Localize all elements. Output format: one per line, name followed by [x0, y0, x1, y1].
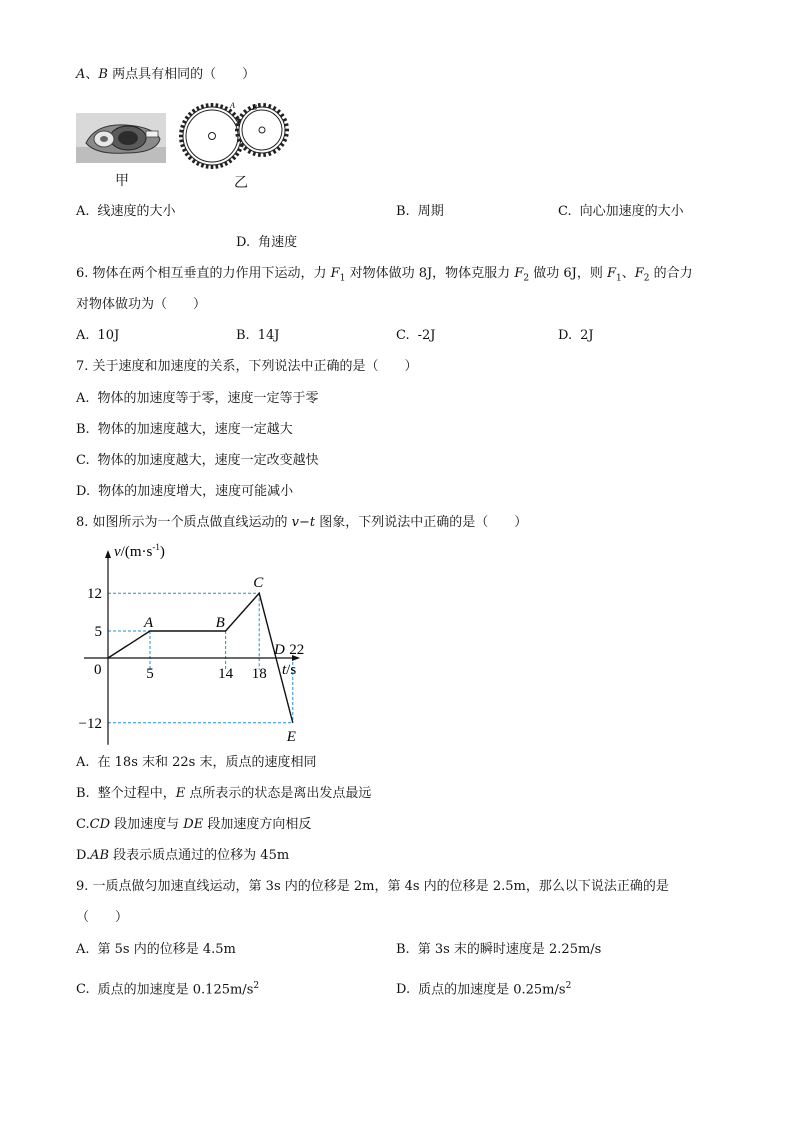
small-gear-icon: [235, 103, 289, 157]
gear-tooth: [220, 163, 224, 168]
option-italic: E: [175, 786, 186, 801]
gear-tooth: [206, 103, 209, 107]
q7-option-d[interactable]: [76, 483, 293, 501]
gear-tooth: [215, 164, 218, 168]
q5-sep: 、: [85, 67, 99, 82]
gear-tooth: [206, 164, 209, 168]
gear-tooth: [252, 151, 256, 156]
gear-tooth: [258, 103, 261, 107]
q6-sep: 、: [621, 266, 635, 281]
option-text: 周期: [417, 204, 444, 219]
q6-f1: F: [330, 266, 340, 281]
option-text: 段加速度与: [110, 817, 184, 832]
q8-option-d[interactable]: [76, 847, 289, 865]
gear-tooth: [179, 130, 183, 133]
q7-option-b[interactable]: [76, 421, 293, 439]
q9-stem-line2: （ ）: [76, 910, 129, 925]
option-label: A.: [76, 328, 90, 343]
y-axis-label: $v/(m\cdot s^{-1})$: [114, 542, 165, 560]
option-text: -2J: [417, 328, 436, 343]
origin-label: 0: [94, 662, 102, 678]
gear-tooth: [215, 103, 218, 107]
option-sup: 2: [565, 981, 572, 991]
q8-stem-b: 图象，下列说法中正确的是（ ）: [315, 515, 528, 530]
gear-tooth: [201, 104, 205, 109]
option-text: 2J: [580, 328, 594, 343]
point-label-a: A: [144, 615, 154, 631]
gear-tooth: [180, 125, 185, 129]
point-label-e: E: [286, 728, 296, 745]
q6-option-b[interactable]: [236, 327, 279, 345]
option-label: B.: [236, 328, 250, 343]
option-sup: 2: [253, 981, 260, 991]
big-gear-icon: [179, 103, 245, 169]
q8-option-c[interactable]: [76, 816, 311, 834]
option-italic: AB: [90, 848, 110, 863]
q8-stem-a: 8. 如图所示为一个质点做直线运动的: [76, 515, 292, 530]
q8-stem: [76, 514, 527, 532]
q6-f1b: F: [606, 266, 617, 281]
q9-stem-line1: 9. 一质点做匀加速直线运动，第 3s 内的位移是 2m，第 4s 内的位移是 2.5m，那么以下说法正确的是: [76, 879, 669, 894]
option-text: 整个过程中，: [97, 786, 176, 801]
option-label: B.: [396, 204, 410, 219]
option-text: 物体的加速度增大，速度可能减小: [98, 484, 294, 499]
option-text: 角速度: [258, 235, 298, 250]
tape-dispenser-image: [76, 113, 166, 163]
gear-tooth: [220, 104, 224, 109]
gear-tooth: [179, 139, 183, 142]
option-label: A.: [76, 204, 90, 219]
q6-f1b-sub: 1: [616, 273, 622, 284]
option-text: 点所表示的状态是离出发点最远: [185, 786, 372, 801]
option-text: 物体的加速度越大，速度一定改变越快: [97, 453, 319, 468]
option-label: D.: [76, 848, 91, 863]
q9-option-d[interactable]: [396, 977, 571, 999]
option-text: 第 5s 内的位移是 4.5m: [97, 942, 236, 957]
gear-tooth: [201, 163, 205, 168]
option-label: C.: [76, 982, 90, 998]
option-label: D.: [236, 235, 251, 250]
option-label: C.: [558, 204, 572, 219]
x-axis-label: t/s: [282, 662, 297, 678]
option-label: A.: [76, 755, 90, 770]
x-tick-label: 14: [218, 666, 234, 682]
vt-labels: [79, 542, 305, 745]
q6-f1-sub: 1: [339, 273, 346, 284]
gear-tooth: [211, 165, 214, 169]
option-italic: CD: [89, 817, 110, 832]
q5-stem-rest: 两点具有相同的（ ）: [107, 67, 256, 82]
option-text: 10J: [97, 328, 120, 343]
option-text: 向心加速度的大小: [579, 204, 684, 219]
q6-text-d: 的合力: [649, 266, 693, 281]
option-text: 质点的加速度是: [418, 982, 514, 998]
option-label: C.: [76, 817, 90, 832]
q6-f2b-sub: 2: [643, 273, 650, 284]
gears-diagram: [178, 100, 290, 170]
q6-stem-line1: [76, 265, 693, 288]
option-label: D.: [558, 328, 573, 343]
q5-point-b: B: [98, 67, 108, 82]
option-label: B.: [396, 942, 410, 957]
option-italic: DE: [183, 817, 204, 832]
y-tick-label: 12: [87, 586, 102, 603]
q8-stem-vt: v−t: [291, 515, 316, 530]
x-tick-label: 18: [251, 666, 267, 682]
gear-tooth: [263, 153, 266, 157]
gear-label-b: B: [252, 103, 257, 112]
q5-option-d[interactable]: [236, 234, 297, 252]
q7-option-a[interactable]: [76, 390, 319, 408]
q9-option-a[interactable]: [76, 941, 236, 959]
gear-label-a: A: [230, 101, 235, 110]
q6-option-c[interactable]: [396, 327, 436, 345]
x-tick-label: 5: [146, 666, 154, 682]
gear-tooth: [179, 135, 183, 138]
gear-tooth: [284, 134, 288, 137]
gear-tooth: [268, 104, 272, 109]
gear-tooth: [235, 129, 239, 132]
option-text: 物体的加速度越大，速度一定越大: [97, 422, 293, 437]
point-label-c: C: [253, 575, 264, 592]
q5-option-b[interactable]: [396, 203, 444, 221]
option-label: A.: [76, 391, 90, 406]
q7-stem: 7. 关于速度和加速度的关系，下列说法中正确的是（ ）: [76, 359, 418, 374]
caption-yi: 乙: [234, 175, 248, 191]
q6-text-b: 对物体做功 8J，物体克服力: [345, 266, 515, 281]
vt-axes: [84, 550, 300, 745]
q9-option-b[interactable]: [396, 941, 601, 959]
q9-option-c[interactable]: [76, 977, 259, 999]
q8-option-a[interactable]: [76, 754, 317, 772]
q5-point-a: A: [76, 67, 86, 82]
gear-tooth: [180, 144, 185, 148]
option-text: 段表示质点通过的位移为 45m: [109, 848, 290, 863]
q8-option-b[interactable]: [76, 785, 371, 803]
gear-tooth: [211, 103, 214, 107]
point-label-b: B: [215, 615, 225, 631]
gear-tooth: [268, 151, 272, 156]
q6-f2b: F: [634, 266, 644, 281]
point-label-d: D: [274, 642, 285, 658]
option-value: 0.25m/s: [513, 982, 566, 998]
option-label: B.: [76, 786, 90, 801]
option-label: A.: [76, 942, 90, 957]
q6-f2: F: [514, 266, 524, 281]
option-text: 第 3s 末的瞬时速度是 2.25m/s: [417, 942, 602, 957]
gear-tooth: [263, 103, 266, 107]
option-text: 物体的加速度等于零，速度一定等于零: [97, 391, 319, 406]
option-text: 段加速度方向相反: [203, 817, 312, 832]
option-label: C.: [396, 328, 410, 343]
option-text: 14J: [257, 328, 280, 343]
q6-option-a[interactable]: [76, 327, 119, 345]
y-axis-arrow: [105, 550, 111, 558]
option-label: D.: [76, 484, 91, 499]
gear-tooth: [284, 123, 288, 126]
option-label: D.: [396, 982, 411, 998]
q5-stem: [76, 66, 255, 84]
y-tick-label: 5: [94, 624, 102, 640]
option-value: 0.125m/s: [192, 982, 254, 998]
vt-chart: [76, 540, 326, 750]
x-tick-label: 22: [289, 642, 305, 658]
q5-option-c[interactable]: [558, 203, 684, 221]
q5-option-a[interactable]: [76, 203, 176, 221]
q7-option-c[interactable]: [76, 452, 319, 470]
option-label: C.: [76, 453, 90, 468]
gear-tooth: [258, 153, 261, 157]
q6-option-d[interactable]: [558, 327, 594, 345]
option-text: 质点的加速度是: [97, 982, 193, 998]
q6-text-a: 6. 物体在两个相互垂直的力作用下运动，力: [76, 266, 331, 281]
y-tick-label: −12: [78, 715, 102, 732]
option-text: 在 18s 末和 22s 末，质点的速度相同: [97, 755, 317, 770]
gear-tooth: [285, 129, 289, 132]
option-label: B.: [76, 422, 90, 437]
option-text: 线速度的大小: [97, 204, 176, 219]
caption-jia: 甲: [115, 173, 129, 189]
q6-text-c: 做功 6J，则: [529, 266, 607, 281]
q6-f2-sub: 2: [523, 273, 530, 284]
q6-stem-line2: 对物体做功为（ ）: [76, 297, 207, 312]
